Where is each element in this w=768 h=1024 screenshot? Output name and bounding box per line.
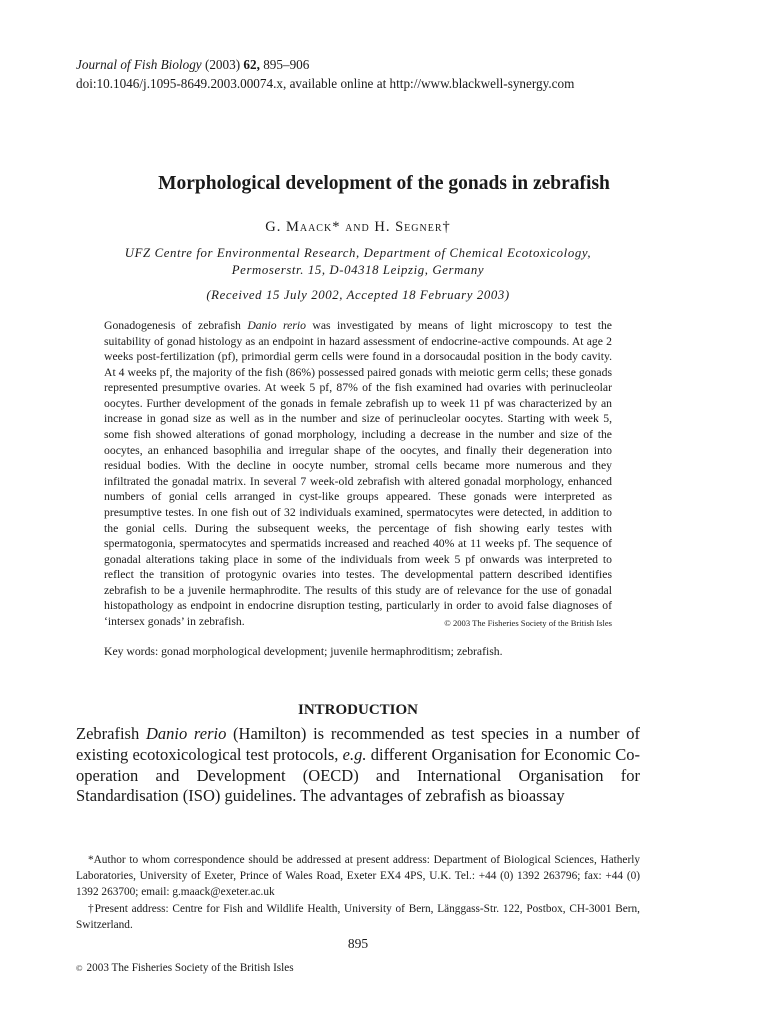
article-title: Morphological development of the gonads in zebrafish	[158, 173, 610, 194]
abstract-species: Danio rerio	[247, 319, 306, 332]
introduction-paragraph	[76, 724, 640, 807]
affiliation-line-1: UFZ Centre for Environmental Research, Department of Chemical Ecotoxicology,	[124, 246, 592, 260]
journal-name: Journal of Fish Biology	[76, 57, 202, 72]
abstract-copyright: © 2003 The Fisheries Society of the British Isles	[444, 617, 612, 628]
journal-header	[76, 55, 574, 93]
copyright-icon: ©	[76, 963, 83, 973]
page-number: 895	[347, 936, 369, 951]
intro-eg: e.g.	[342, 744, 367, 764]
volume: 62,	[243, 57, 260, 72]
introduction-heading: INTRODUCTION	[297, 702, 418, 718]
affiliation-line-2: Permoserstr. 15, D-04318 Leipzig, Germany	[231, 263, 485, 277]
intro-text-2: (Hamilton) is recommended as test species in a number of existing ecotoxicological test protocols,	[76, 724, 640, 764]
abstract	[104, 318, 612, 632]
footnote-present-address: †Present address: Centre for Fish and Wildlife Health, University of Bern, Länggass-Str. 122, Postbox, CH-3001 Bern, Switzerland.	[76, 902, 640, 931]
author-segner: H. Segner†	[374, 219, 451, 235]
intro-text-3: different Organisation for Economic Co-operation and Development (OECD) and International Organisation for Standardisation (ISO) guidelines. The advantages of zebrafish as bioassay	[76, 744, 640, 806]
pages: 895–906	[259, 57, 310, 72]
footer-copyright	[76, 962, 294, 974]
footer-text: 2003 The Fisheries Society of the British Isles	[86, 962, 294, 974]
footnotes	[76, 852, 640, 933]
affiliation	[0, 245, 716, 279]
citation-line	[76, 55, 574, 74]
intro-text-1: Zebrafish	[76, 724, 146, 743]
year: (2003)	[201, 57, 244, 72]
author-conjunction: and	[340, 219, 375, 235]
abstract-text-2: was investigated by means of light microscopy to test the suitability of gonad histology as an endpoint in hazard assessment of endocrine-active compounds. At age 2 weeks post-fertilization (pf), primordial germ cells were found in a dorsocaudal position in the body cavity. At 4 weeks pf, the majority of the fish (86%) possessed paired gonads with meiotic germ cells; these gonads represented presumptive ovaries. At week 5 pf, 87% of the fish examined had ovaries with perinucleolar oocytes. Further development of the gonads in female zebrafish up to week 11 pf was characterized by an increase in gonad size as well as in the number and size of perinucleolar oocytes. Starting with week 5, some fish showed alterations of gonad morphology, including a decrease in the number and size of the oocytes, an enhanced basophilia and irregular shape of the oocytes, and finally their degeneration into residual bodies. With the decline in oocyte number, stromal cells became more numerous and they infiltrated the gonadal matrix. In several 7 week-old zebrafish with altered gonadal morphology, enhanced numbers of gonial cells arranged in cyst-like groups appeared. These gonads were interpreted as presumptive testes. In one fish out of 32 individuals examined, spermatocytes were detected, in addition to the gonial cells. During the subsequent weeks, the percentage of fish showing early testes with spermatogonia, spermatocytes and spermatids increased and reached 40% at 11 weeks pf. The sequence of gonadal alterations taking place in some of the individuals from week 5 pf onwards was interpreted to reflect the transition of protogynic ovaries into testes. The developmental pattern described identifies zebrafish to be a juvenile hermaphrodite. The results of this study are of relevance for the use of gonadal histopathology as endpoint in endocrine disruption testing, particularly in order to avoid false diagnoses of ‘intersex gonads’ in zebrafish.	[104, 319, 612, 628]
authors	[0, 219, 716, 236]
abstract-text-1: Gonadogenesis of zebrafish	[104, 319, 248, 332]
author-maack: G. Maack*	[265, 219, 341, 235]
footnote-correspondence: *Author to whom correspondence should be addressed at present address: Department of Biological Sciences, Hatherly Laboratories, University of Exeter, Prince of Wales Road, Exeter EX4 4PS, U.K. Tel.: +44 (0) 1392 263796; fax: +44 (0) 1392 263700; email: g.maack@exeter.ac.uk	[76, 854, 640, 899]
received-dates: (Received 15 July 2002, Accepted 18 February 2003)	[206, 288, 510, 302]
intro-species: Danio rerio	[145, 724, 227, 743]
keywords: Key words: gonad morphological development; juvenile hermaphroditism; zebrafish.	[104, 645, 503, 658]
doi-line[interactable]: doi:10.1046/j.1095-8649.2003.00074.x, available online at http://www.blackwell-synergy.com	[76, 76, 575, 91]
